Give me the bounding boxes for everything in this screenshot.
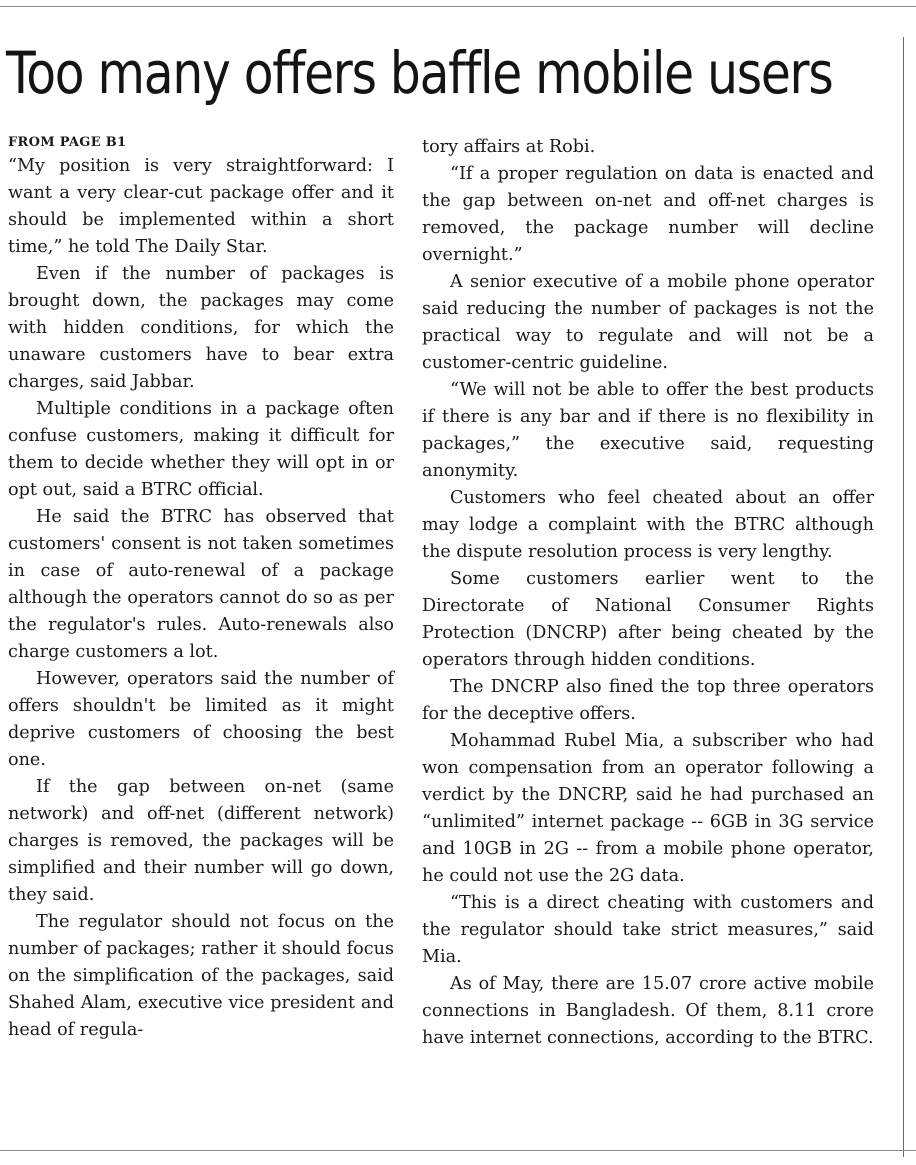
paragraph: Some customers earlier went to the Directorate of National Consumer Rights Protection (DNCRP) after being cheated by the operators through hidden conditions. (422, 569, 874, 670)
paragraph: A senior executive of a mobile phone operator said reducing the number of packages is not the practical way to regulate and will not be a customer-centric guideline. (422, 272, 874, 373)
paragraph: “If a proper regulation on data is enacted and the gap between on-net and off-net charges is removed, the package number will decline overnight.” (422, 164, 874, 265)
paragraph: Even if the number of packages is brought down, the packages may come with hidden conditions, for which the unaware customers have to bear extra charges, said Jabbar. (8, 264, 394, 392)
paragraph: Multiple conditions in a package often confuse customers, making it difficult for them to decide whether they will opt in or opt out, said a BTRC official. (8, 399, 394, 500)
headline: Too many offers baffle mobile users (6, 39, 833, 107)
paragraph: If the gap between on-net (same network) and off-net (different network) charges is removed, the packages will be simplified and their number will go down, they said. (8, 777, 394, 905)
paragraph: The regulator should not focus on the number of packages; rather it should focus on the simplification of the packages, said Shahed Alam, executive vice president and head of regula- (8, 912, 394, 1040)
bottom-rule (0, 1150, 916, 1151)
top-rule (0, 6, 916, 7)
paragraph: As of May, there are 15.07 crore active mobile connections in Bangladesh. Of them, 8.11 crore have internet connections, according to the BTRC. (422, 974, 874, 1048)
paragraph: “My position is very straightforward: I want a very clear-cut package offer and it should be implemented within a short time,” he told The Daily Star. (8, 156, 394, 257)
paragraph: Mohammad Rubel Mia, a subscriber who had won compensation from an operator following a verdict by the DNCRP, said he had purchased an “unlimited” internet package -- 6GB in 3G service and 10GB in 2G -- from a mobile phone operator, he could not use the 2G data. (422, 731, 874, 886)
kicker: FROM PAGE B1 (8, 135, 127, 150)
paragraph: The DNCRP also fined the top three operators for the deceptive offers. (422, 677, 874, 724)
paragraph: He said the BTRC has observed that customers' consent is not taken sometimes in case of auto-renewal of a package although the operators cannot do so as per the regulator's rules. Auto-renewals also charge customers a lot. (8, 507, 394, 662)
paragraph: “We will not be able to offer the best products if there is any bar and if there is no flexibility in packages,” the executive said, requesting anonymity. (422, 380, 874, 481)
paragraph: However, operators said the number of offers shouldn't be limited as it might deprive customers of choosing the best one. (8, 669, 394, 770)
paragraph: “This is a direct cheating with customers and the regulator should take strict measures,” said Mia. (422, 893, 874, 967)
column-rule (903, 37, 904, 1157)
left-column (8, 133, 394, 1044)
right-column (422, 134, 874, 1052)
paragraph: Customers who feel cheated about an offer may lodge a complaint with the BTRC although the dispute resolution process is very lengthy. (422, 488, 874, 562)
paragraph: tory affairs at Robi. (422, 137, 596, 157)
